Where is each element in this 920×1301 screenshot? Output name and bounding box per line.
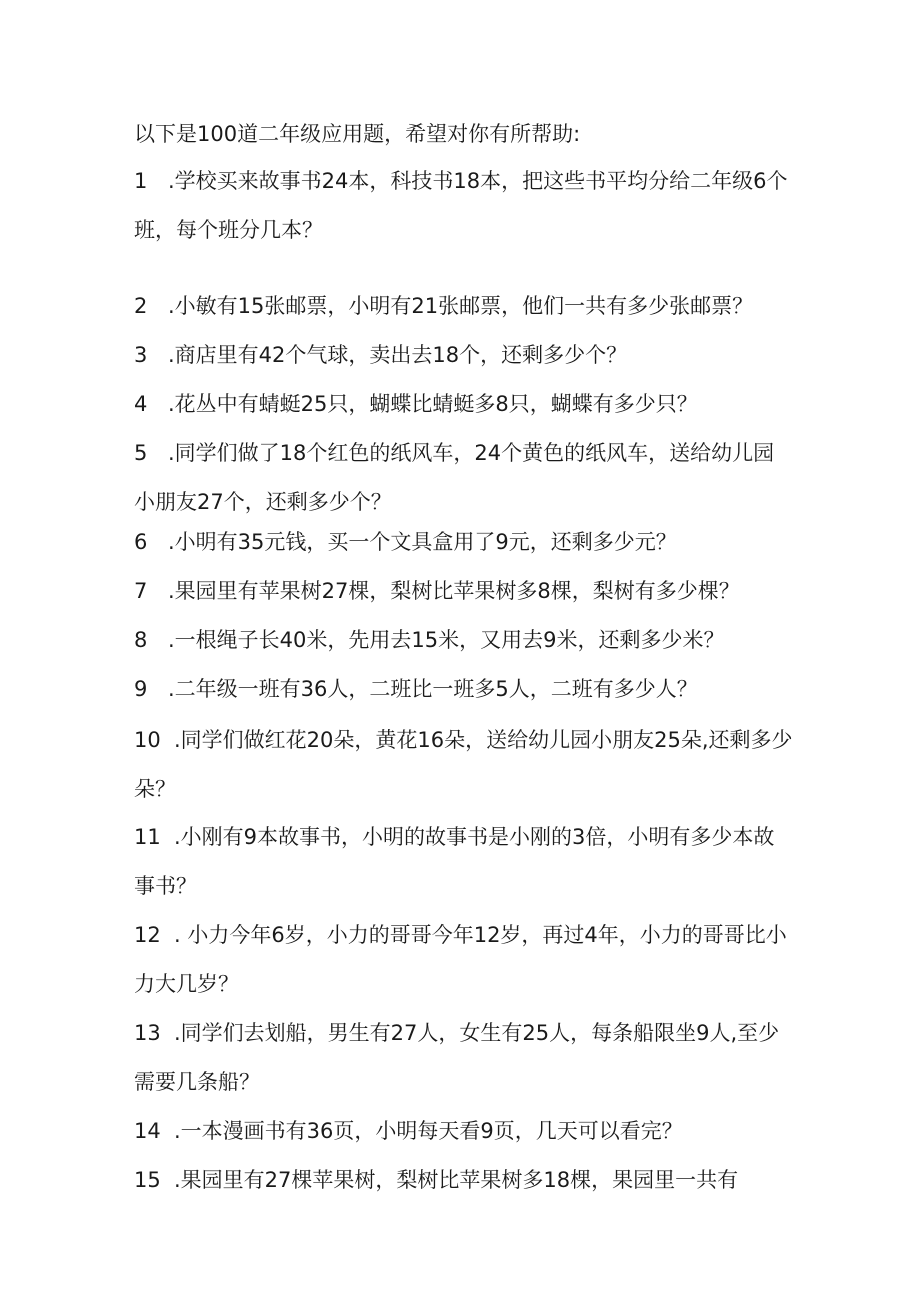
question-text: .商店里有42个气球，卖出去18个，还剩多少个？ — [168, 343, 628, 367]
question-text: .一本漫画书有36页，小明每天看9页，几天可以看完？ — [174, 1119, 683, 1143]
question-11 — [134, 813, 794, 911]
question-15 — [134, 1156, 794, 1205]
question-number: 1 — [134, 169, 148, 193]
question-number: 6 — [134, 530, 148, 554]
question-number: 2 — [134, 294, 148, 318]
question-text: .同学们做红花20朵，黄花16朵，送给幼儿园小朋友25朵,还剩多少朵？ — [134, 728, 793, 801]
question-number: 7 — [134, 579, 148, 603]
question-number: 10 — [134, 728, 161, 752]
question-number: 12 — [134, 923, 161, 947]
question-text: .果园里有27棵苹果树，梨树比苹果树多18棵，果园里一共有 — [174, 1168, 739, 1192]
question-5 — [134, 429, 794, 527]
question-number: 13 — [134, 1021, 161, 1045]
question-1 — [134, 157, 794, 255]
question-number: 15 — [134, 1168, 161, 1192]
question-13 — [134, 1009, 794, 1107]
question-2 — [134, 282, 794, 331]
question-text: . 小力今年6岁，小力的哥哥今年12岁，再过4年，小力的哥哥比小力大几岁？ — [134, 923, 787, 996]
question-9 — [134, 665, 794, 714]
question-14 — [134, 1107, 794, 1156]
question-number: 4 — [134, 392, 148, 416]
question-3 — [134, 331, 794, 380]
intro-text: 以下是100道二年级应用题，希望对你有所帮助: — [134, 122, 581, 146]
question-number: 9 — [134, 677, 148, 701]
question-number: 3 — [134, 343, 148, 367]
question-number: 11 — [134, 825, 161, 849]
question-text: .二年级一班有36人，二班比一班多5人，二班有多少人？ — [168, 677, 698, 701]
question-text: .学校买来故事书24本，科技书18本，把这些书平均分给二年级6个班，每个班分几本？ — [134, 169, 788, 242]
question-text: .同学们做了18个红色的纸风车，24个黄色的纸风车，送给幼儿园小朋友27个，还剩多少个？ — [134, 441, 775, 514]
question-10 — [134, 716, 794, 814]
question-8 — [134, 616, 794, 665]
question-text: .小明有35元钱，买一个文具盒用了9元，还剩多少元？ — [168, 530, 677, 554]
question-text: .同学们去划船，男生有27人，女生有25人，每条船限坐9人,至少需要几条船？ — [134, 1021, 780, 1094]
question-text: .一根绳子长40米，先用去15米，又用去9米，还剩多少米？ — [168, 628, 725, 652]
question-number: 14 — [134, 1119, 161, 1143]
question-text: .小敏有15张邮票，小明有21张邮票，他们一共有多少张邮票？ — [168, 294, 754, 318]
question-7 — [134, 567, 794, 616]
question-12 — [134, 911, 794, 1009]
question-number: 5 — [134, 441, 148, 465]
question-text: .小刚有9本故事书，小明的故事书是小刚的3倍，小明有多少本故事书？ — [134, 825, 775, 898]
question-number: 8 — [134, 628, 148, 652]
question-4 — [134, 380, 794, 429]
question-6 — [134, 518, 794, 567]
question-text: .花丛中有蜻蜓25只，蝴蝶比蜻蜓多8只，蝴蝶有多少只？ — [168, 392, 698, 416]
question-text: .果园里有苹果树27棵，梨树比苹果树多8棵，梨树有多少棵？ — [168, 579, 740, 603]
